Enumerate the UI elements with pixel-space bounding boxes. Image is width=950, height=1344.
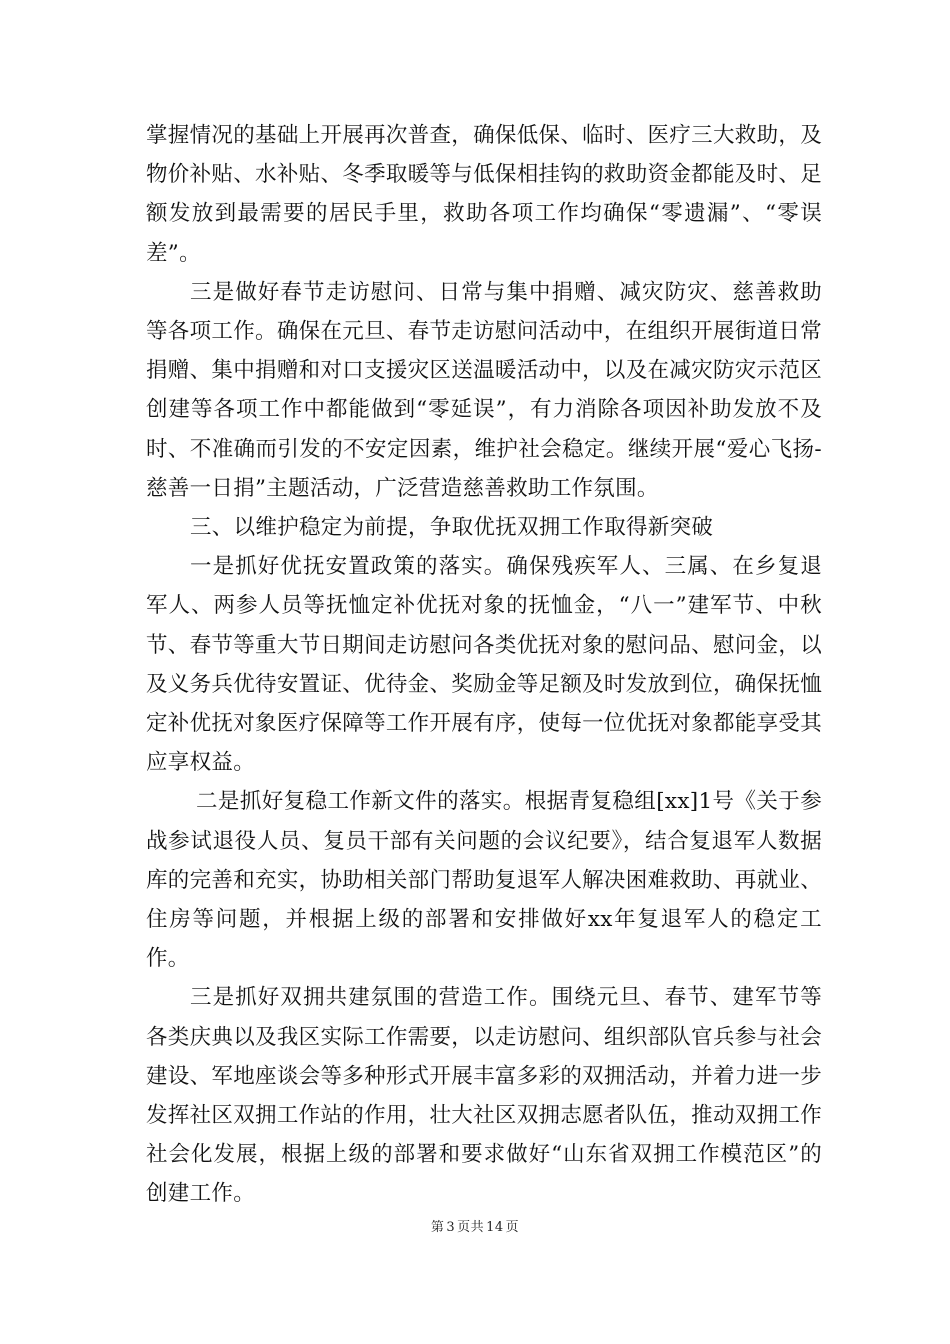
footer-middle: 页共 <box>457 1220 485 1235</box>
footer-total-pages: 14 <box>486 1220 504 1235</box>
paragraph-double-support-atmosphere: 三是抓好双拥共建氛围的营造工作。围绕元旦、春节、建军节等各类庆典以及我区实际工作需要，以走访慰问、组织部队官兵参与社会建设、军地座谈会等多种形式开展丰富多彩的双拥活动，并着力进一步发挥社区双拥工作站的作用，壮大社区双拥志愿者队伍，推动双拥工作社会化发展，根据上级的部署和要求做好“山东省双拥工作模范区”的创建工作。 <box>146 985 822 1207</box>
section-heading-preferential-support: 三、以维护稳定为前提，争取优抚双拥工作取得新突破 <box>190 515 714 541</box>
paragraph-spring-festival-visits: 三是做好春节走访慰问、日常与集中捐赠、减灾防灾、慈善救助等各项工作。确保在元旦、春节走访慰问活动中，在组织开展街道日常捐赠、集中捐赠和对口支援灾区送温暖活动中，以及在减灾防灾示范区创建等各项工作中都能做到“零延误”，有力消除各项因补助发放不及时、不准确而引发的不安定因素，维护社会稳定。继续开展“爱心飞扬-慈善一日捐”主题活动，广泛营造慈善救助工作氛围。 <box>146 279 822 501</box>
paragraph-assistance-continuation: 掌握情况的基础上开展再次普查，确保低保、临时、医疗三大救助，及物价补贴、水补贴、冬季取暖等与低保相挂钩的救助资金都能及时、足额发放到最需要的居民手里，救助各项工作均确保“零遗漏”、“零误差”。 <box>146 123 822 266</box>
footer-current-page: 3 <box>446 1220 456 1235</box>
page-number-footer <box>0 1216 950 1235</box>
footer-prefix: 第 <box>430 1220 445 1235</box>
paragraph-veteran-stability: 二是抓好复稳工作新文件的落实。根据青复稳组[xx]1号《关于参战参试退役人员、复员干部有关问题的会议纪要》，结合复退军人数据库的完善和充实，协助相关部门帮助复退军人解决困难救助、再就业、住房等问题，并根据上级的部署和安排做好xx年复退军人的稳定工作。 <box>146 789 822 972</box>
footer-suffix: 页 <box>505 1220 520 1235</box>
document-body <box>146 116 822 1214</box>
paragraph-policy-implementation: 一是抓好优抚安置政策的落实。确保残疾军人、三属、在乡复退军人、两参人员等抚恤定补优抚对象的抚恤金，“八一”建军节、中秋节、春节等重大节日期间走访慰问各类优抚对象的慰问品、慰问金，以及义务兵优待安置证、优待金、奖励金等足额及时发放到位，确保抚恤定补优抚对象医疗保障等工作开展有序，使每一位优抚对象都能享受其应享权益。 <box>146 554 822 776</box>
